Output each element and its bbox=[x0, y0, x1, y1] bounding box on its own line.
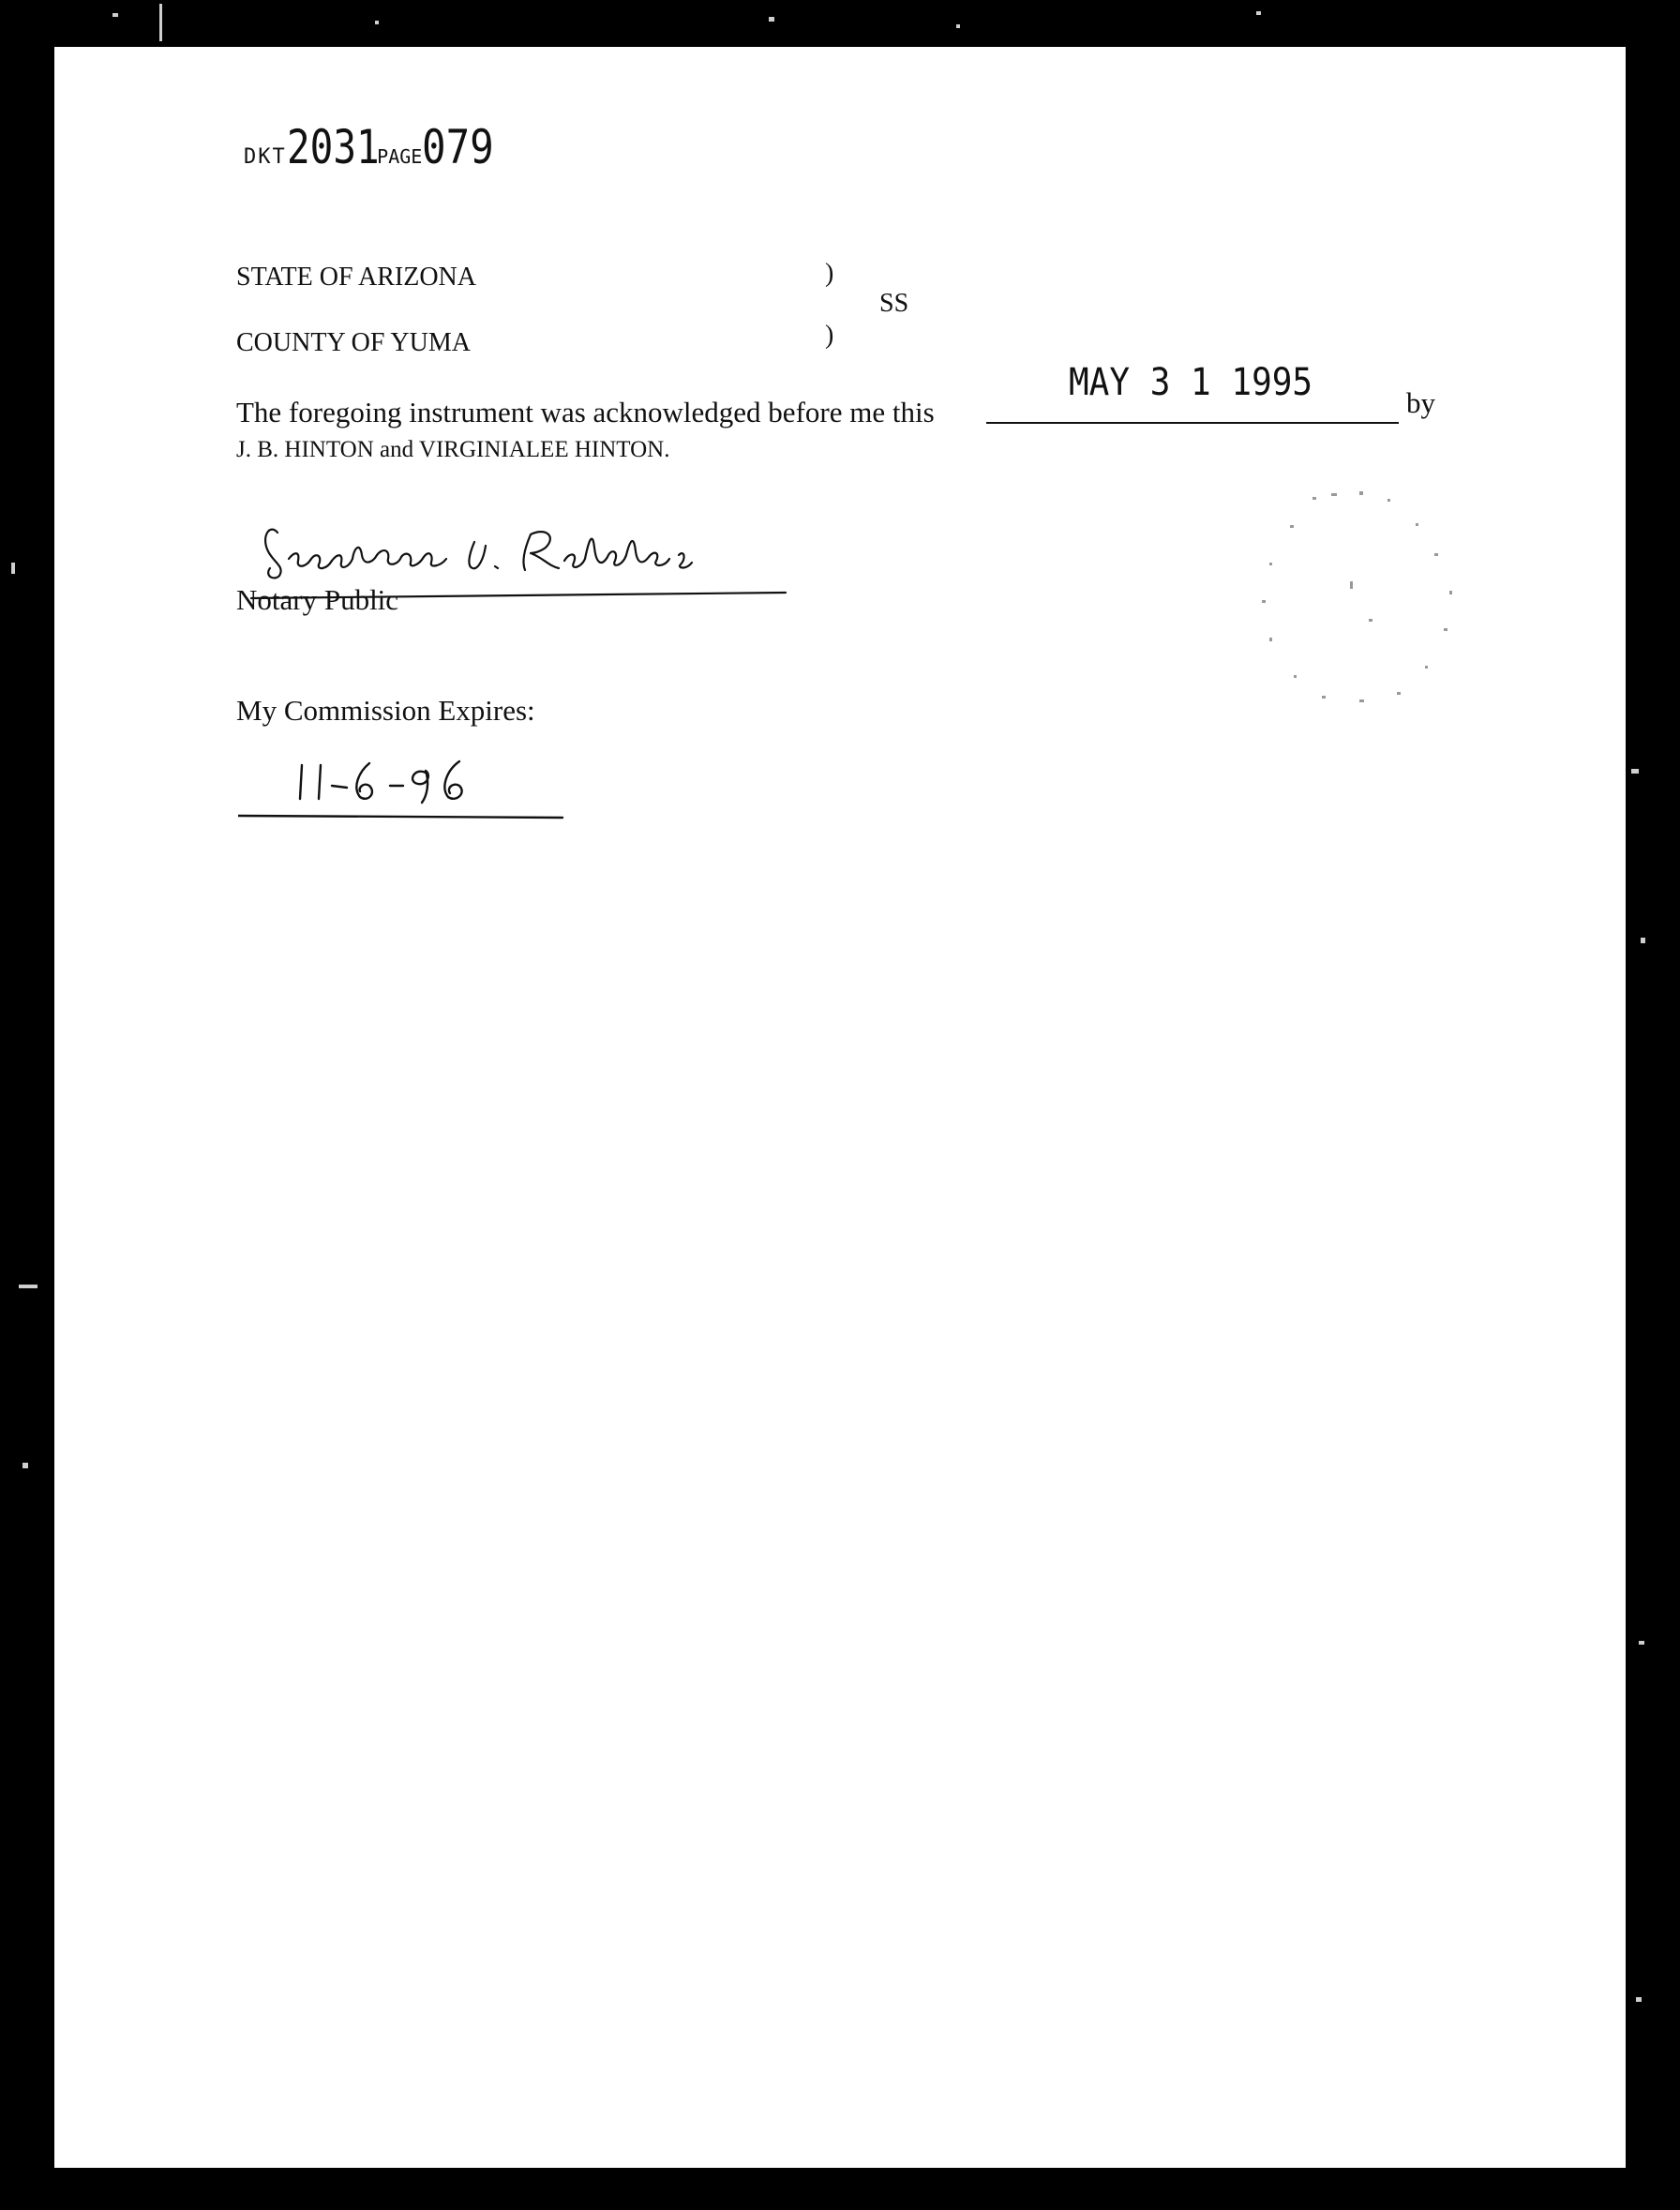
venue-paren-2: ) bbox=[825, 321, 834, 350]
document-page bbox=[54, 47, 1626, 2168]
commission-expiry-date bbox=[238, 758, 576, 833]
notary-title: Notary Public bbox=[236, 583, 399, 616]
ss-mark: SS bbox=[879, 289, 909, 318]
by-label: by bbox=[1406, 386, 1435, 419]
notary-seal-icon bbox=[1228, 478, 1491, 722]
state-line: STATE OF ARIZONA bbox=[236, 263, 476, 292]
signer-names: J. B. HINTON and VIRGINIALEE HINTON. bbox=[236, 437, 670, 462]
acknowledgment-date-stamp: MAY 3 1 1995 bbox=[1069, 361, 1313, 404]
acknowledgment-statement: The foregoing instrument was acknowledged before me this bbox=[236, 396, 935, 428]
commission-label: My Commission Expires: bbox=[236, 694, 535, 727]
book-number: 2031 bbox=[286, 120, 380, 174]
docket-prefix: DKT bbox=[244, 145, 287, 169]
date-blank-line bbox=[986, 422, 1399, 424]
county-line: COUNTY OF YUMA bbox=[236, 328, 471, 357]
page-number: 079 bbox=[422, 120, 495, 174]
page-label: PAGE bbox=[377, 145, 423, 168]
docket-reference bbox=[244, 120, 507, 174]
venue-paren-1: ) bbox=[825, 259, 834, 288]
